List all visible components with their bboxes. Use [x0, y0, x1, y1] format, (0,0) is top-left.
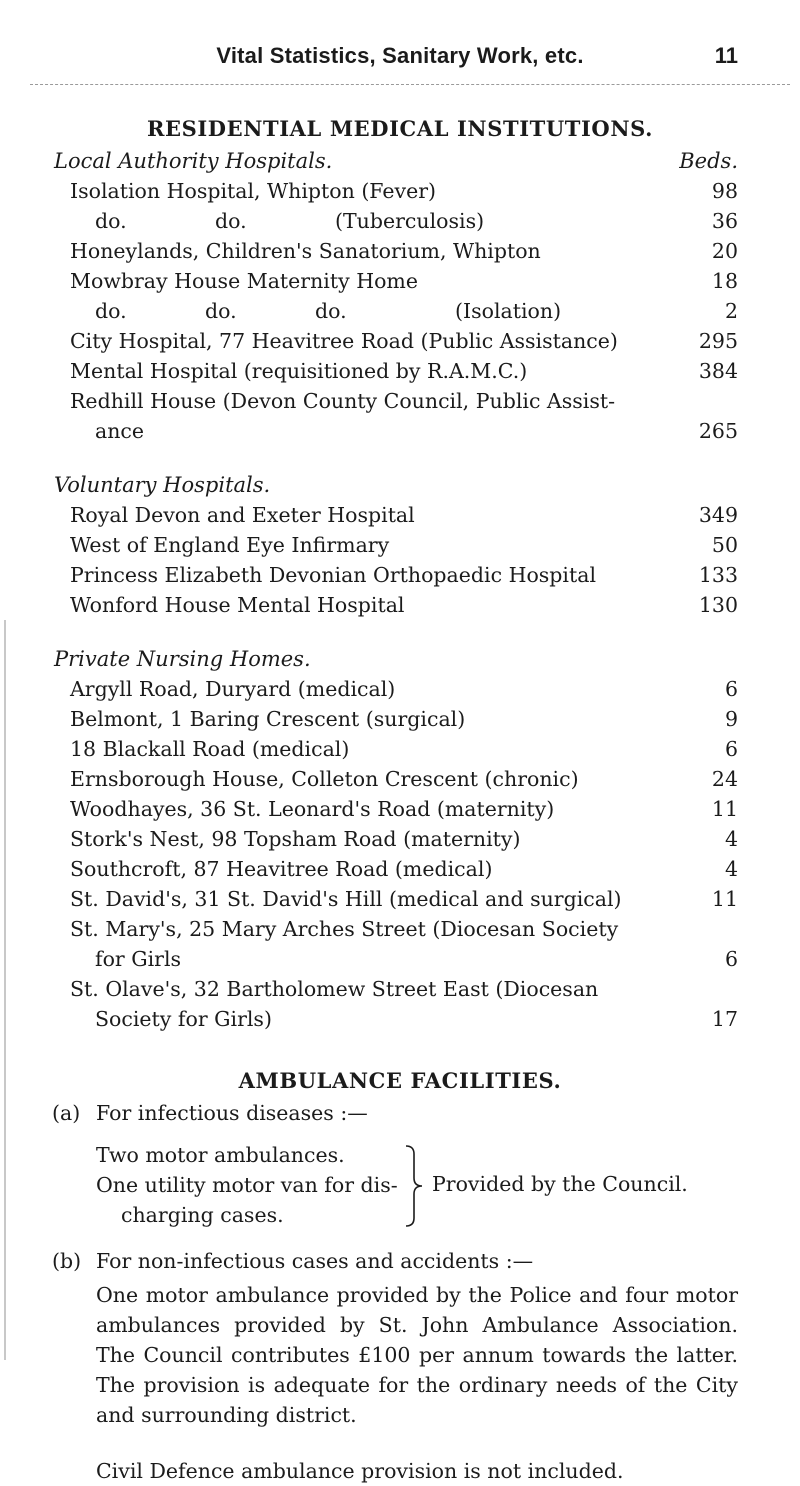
institution-name: City Hospital, 77 Heavitree Road (Public Assistance)	[70, 329, 618, 353]
ditto-2: do.	[215, 209, 247, 233]
ditto-detail: (Tuberculosis)	[335, 209, 485, 233]
institution-name: Woodhayes, 36 St. Leonard's Road (maternity)	[70, 797, 555, 821]
beds-value: 265	[698, 419, 738, 443]
running-title: Vital Statistics, Sanitary Work, etc.	[216, 43, 584, 68]
header-rule	[30, 84, 790, 85]
beds-value: 4	[724, 857, 738, 881]
beds-value: 36	[711, 209, 738, 233]
list-item	[0, 590, 800, 620]
institution-name: Princess Elizabeth Devonian Orthopaedic Hospital	[70, 563, 597, 587]
institution-name: Wonford House Mental Hospital	[70, 593, 405, 617]
institution-name: Mowbray House Maternity Home	[70, 269, 418, 293]
list-item	[0, 974, 800, 1004]
beds-value: 6	[724, 947, 738, 971]
institution-name: St. David's, 31 St. David's Hill (medical and surgical)	[70, 887, 622, 911]
vehicle-line: One utility motor van for dis-	[96, 1173, 398, 1197]
institution-name-line2: for Girls	[95, 947, 182, 971]
residential-heading: RESIDENTIAL MEDICAL INSTITUTIONS.	[146, 116, 654, 141]
list-item	[0, 386, 800, 416]
institution-name: Honeylands, Children's Sanatorium, Whipton	[70, 239, 541, 263]
beds-column-label: Beds.	[679, 149, 738, 173]
ditto-detail: (Isolation)	[455, 299, 562, 323]
institution-name-line1: St. Olave's, 32 Bartholomew Street East (Diocesan	[70, 977, 599, 1001]
private-heading	[0, 644, 800, 674]
institution-name	[95, 206, 695, 236]
institution-name: Royal Devon and Exeter Hospital	[70, 503, 415, 527]
beds-value: 11	[711, 797, 738, 821]
beds-value: 2	[724, 299, 738, 323]
ambulance-item-b	[0, 1246, 800, 1280]
institution-name: Argyll Road, Duryard (medical)	[70, 677, 396, 701]
institution-name-line2: Society for Girls)	[95, 1007, 272, 1031]
civil-defence-note: Civil Defence ambulance provision is not included.	[96, 1459, 624, 1483]
list-item	[0, 854, 800, 884]
beds-value: 50	[711, 533, 738, 557]
ambulance-heading: AMBULANCE FACILITIES.	[238, 1068, 562, 1093]
list-item	[0, 206, 800, 236]
list-item	[0, 824, 800, 854]
beds-value: 4	[724, 827, 738, 851]
voluntary-label: Voluntary Hospitals.	[54, 473, 271, 497]
list-item	[0, 914, 800, 944]
page-number: 11	[714, 43, 738, 68]
beds-value: 20	[711, 239, 738, 263]
ditto-2: do.	[205, 299, 237, 323]
list-item	[0, 704, 800, 734]
institution-name: Ernsborough House, Colleton Crescent (chronic)	[70, 767, 579, 791]
ditto-1: do.	[95, 299, 127, 323]
list-item	[0, 356, 800, 386]
item-text: For infectious diseases :—	[96, 1101, 368, 1125]
institution-name: Southcroft, 87 Heavitree Road (medical)	[70, 857, 493, 881]
beds-value: 130	[698, 593, 738, 617]
beds-value: 9	[724, 707, 738, 731]
beds-value: 6	[724, 737, 738, 761]
institution-name-line1: St. Mary's, 25 Mary Arches Street (Diocesan Society	[70, 917, 619, 941]
list-item	[0, 326, 800, 356]
running-head	[0, 43, 800, 83]
private-label: Private Nursing Homes.	[54, 647, 311, 671]
institution-name: Stork's Nest, 98 Topsham Road (maternity)	[70, 827, 521, 851]
list-item	[0, 500, 800, 530]
beds-value: 18	[711, 269, 738, 293]
institution-name: Isolation Hospital, Whipton (Fever)	[70, 179, 437, 203]
institution-name: Mental Hospital (requisitioned by R.A.M.C.)	[70, 359, 528, 383]
spacer	[0, 1034, 800, 1064]
list-item	[0, 944, 800, 974]
beds-value: 17	[711, 1007, 738, 1031]
infectious-vehicles	[0, 1140, 800, 1236]
local-authority-heading	[0, 146, 800, 176]
ditto-1: do.	[95, 209, 127, 233]
beds-value: 295	[698, 329, 738, 353]
institution-name: Belmont, 1 Baring Crescent (surgical)	[70, 707, 466, 731]
content	[0, 112, 800, 1486]
institution-name: West of England Eye Infirmary	[70, 533, 390, 557]
right-brace-icon	[402, 1144, 426, 1228]
list-item	[0, 296, 800, 326]
spacer	[0, 446, 800, 470]
list-item	[0, 794, 800, 824]
beds-value: 24	[711, 767, 738, 791]
list-item	[0, 764, 800, 794]
list-item	[0, 884, 800, 914]
institution-name-line1: Redhill House (Devon County Council, Public Assist-	[70, 389, 616, 413]
list-item	[0, 560, 800, 590]
beds-value: 6	[724, 677, 738, 701]
ambulance-item-a	[0, 1098, 800, 1132]
beds-value: 384	[698, 359, 738, 383]
beds-value: 133	[698, 563, 738, 587]
list-item	[0, 734, 800, 764]
vehicle-line: charging cases.	[121, 1203, 284, 1227]
spacer	[0, 620, 800, 644]
local-authority-label: Local Authority Hospitals.	[54, 149, 333, 173]
list-item	[0, 266, 800, 296]
voluntary-heading	[0, 470, 800, 500]
institution-name	[95, 296, 695, 326]
list-item	[0, 530, 800, 560]
item-text: For non-infectious cases and accidents :—	[96, 1249, 534, 1273]
non-infectious-paragraph: One motor ambulance provided by the Police and four motor ambulances provided by St. John Ambulance Association. The Council contributes £100 per annum towards the latter. The provision is adequate for the ordinary needs of the City and surrounding district.	[96, 1283, 738, 1427]
item-tag: (b)	[52, 1249, 82, 1273]
beds-value: 11	[711, 887, 738, 911]
list-item	[0, 236, 800, 266]
vehicle-lines	[96, 1140, 398, 1230]
vehicle-line: Two motor ambulances.	[96, 1143, 345, 1167]
institution-name-line2: ance	[95, 419, 145, 443]
item-tag: (a)	[52, 1101, 81, 1125]
list-item	[0, 416, 800, 446]
provided-note: Provided by the Council.	[432, 1172, 688, 1196]
list-item	[0, 674, 800, 704]
list-item	[0, 176, 800, 206]
institution-name: 18 Blackall Road (medical)	[70, 737, 350, 761]
list-item	[0, 1004, 800, 1034]
ditto-3: do.	[315, 299, 347, 323]
beds-value: 349	[698, 503, 738, 527]
beds-value: 98	[711, 179, 738, 203]
